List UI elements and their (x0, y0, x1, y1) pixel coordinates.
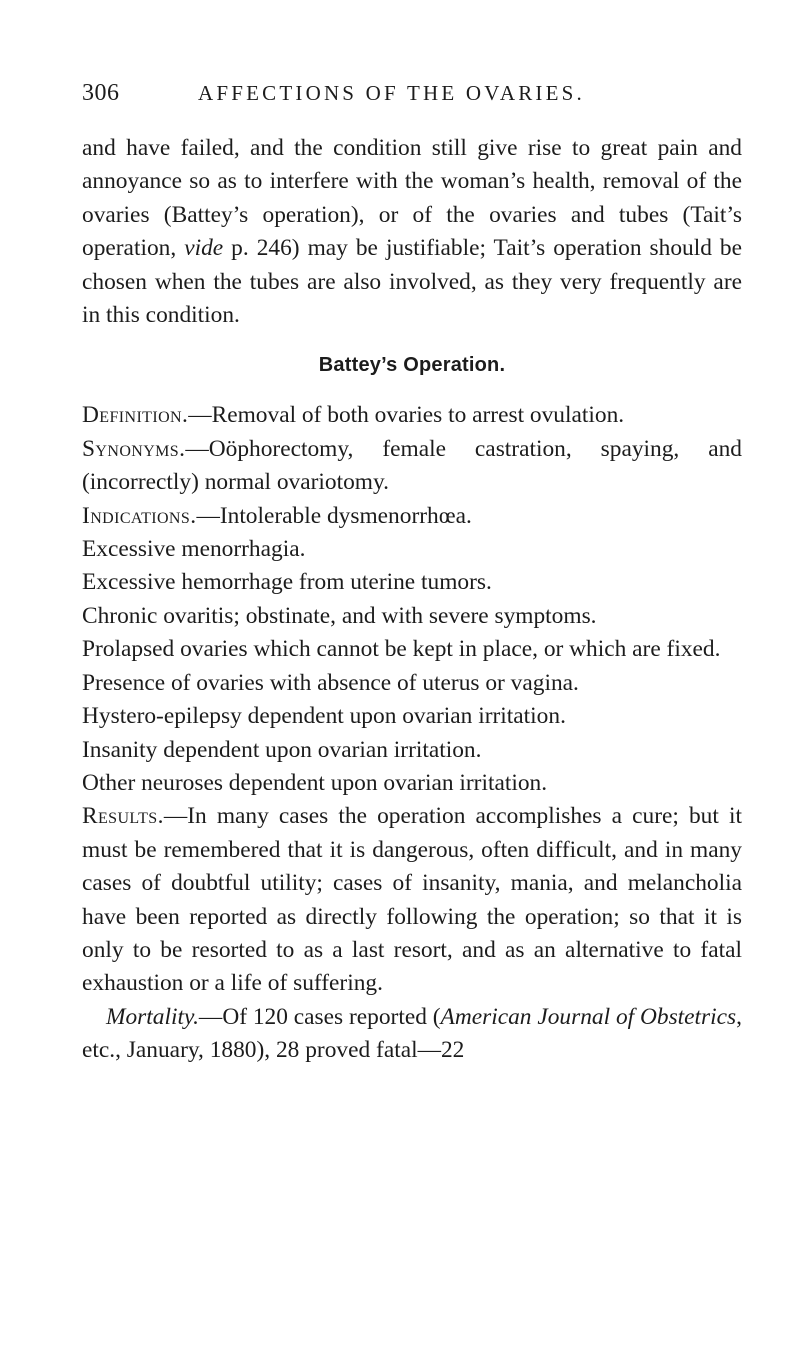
mortality-entry (82, 1001, 742, 1068)
intro-text-end: p. 246) may be justifiable; Tait’s operation should be chosen when the tubes are also involved, as they very frequently are in this condition. (82, 235, 742, 329)
definition-entry (82, 399, 742, 432)
mortality-journal: American Journal of Obstetrics (440, 1003, 737, 1030)
synonyms-entry (82, 433, 742, 500)
intro-vide: vide (184, 235, 224, 262)
results-text: —In many cases the operation accomplishes a cure; but it must be remembered that it is dangerous, often difficult, and in many cases of doubtful utility; cases of insanity, mania, and melancholia have been reported as directly following the operation; so that it is only to be resorted to as a last resort, and as an alternative to fatal exhaustion or a life of suffering. (82, 803, 742, 997)
indications-entry (82, 500, 742, 533)
body-text (82, 132, 742, 1068)
indication-item: Presence of ovaries with absence of uterus or vagina. (82, 669, 579, 696)
synonyms-text: —Oöphorectomy, female castration, spaying, and (incorrectly) normal ovariotomy. (82, 435, 742, 496)
indications-first: —Intolerable dysmenorrhœa. (196, 502, 472, 529)
mortality-text-start: —Of 120 cases reported ( (198, 1003, 441, 1030)
indication-item: Excessive menorrhagia. (82, 536, 306, 563)
definition-label: Definition. (82, 402, 189, 429)
section-heading: Battey’s Operation. (318, 354, 506, 377)
indications-label: Indications. (82, 502, 197, 529)
indication-item: Excessive hemorrhage from uterine tumors. (82, 569, 492, 596)
intro-paragraph (82, 132, 742, 332)
mortality-label: Mortality. (106, 1003, 199, 1030)
results-entry (82, 800, 742, 1000)
mortality-text-end: , etc., January, 1880), 28 proved fatal—22 (82, 1003, 742, 1064)
results-label: Results. (82, 803, 164, 830)
intro-text-start: and have failed, and the condition still give rise to great pain and annoyance so as to interfere with the woman’s health, removal of the ovaries (Battey’s operation), or of the ovaries and tubes (Tait’s operation, (82, 135, 742, 262)
indication-item: Chronic ovaritis; obstinate, and with severe symptoms. (82, 602, 597, 629)
indication-item: Other neuroses dependent upon ovarian irritation. (82, 769, 548, 796)
definition-text: —Removal of both ovaries to arrest ovulation. (188, 402, 625, 429)
synonyms-label: Synonyms. (82, 435, 186, 462)
running-head (82, 76, 742, 110)
indication-item: Insanity dependent upon ovarian irritation. (82, 736, 482, 763)
page-number: 306 (82, 80, 120, 106)
indication-item: Hystero-epilepsy dependent upon ovarian irritation. (82, 703, 566, 730)
indication-item: Prolapsed ovaries which cannot be kept in place, or which are fixed. (82, 636, 721, 663)
running-title: AFFECTIONS OF THE OVARIES. (198, 81, 585, 105)
